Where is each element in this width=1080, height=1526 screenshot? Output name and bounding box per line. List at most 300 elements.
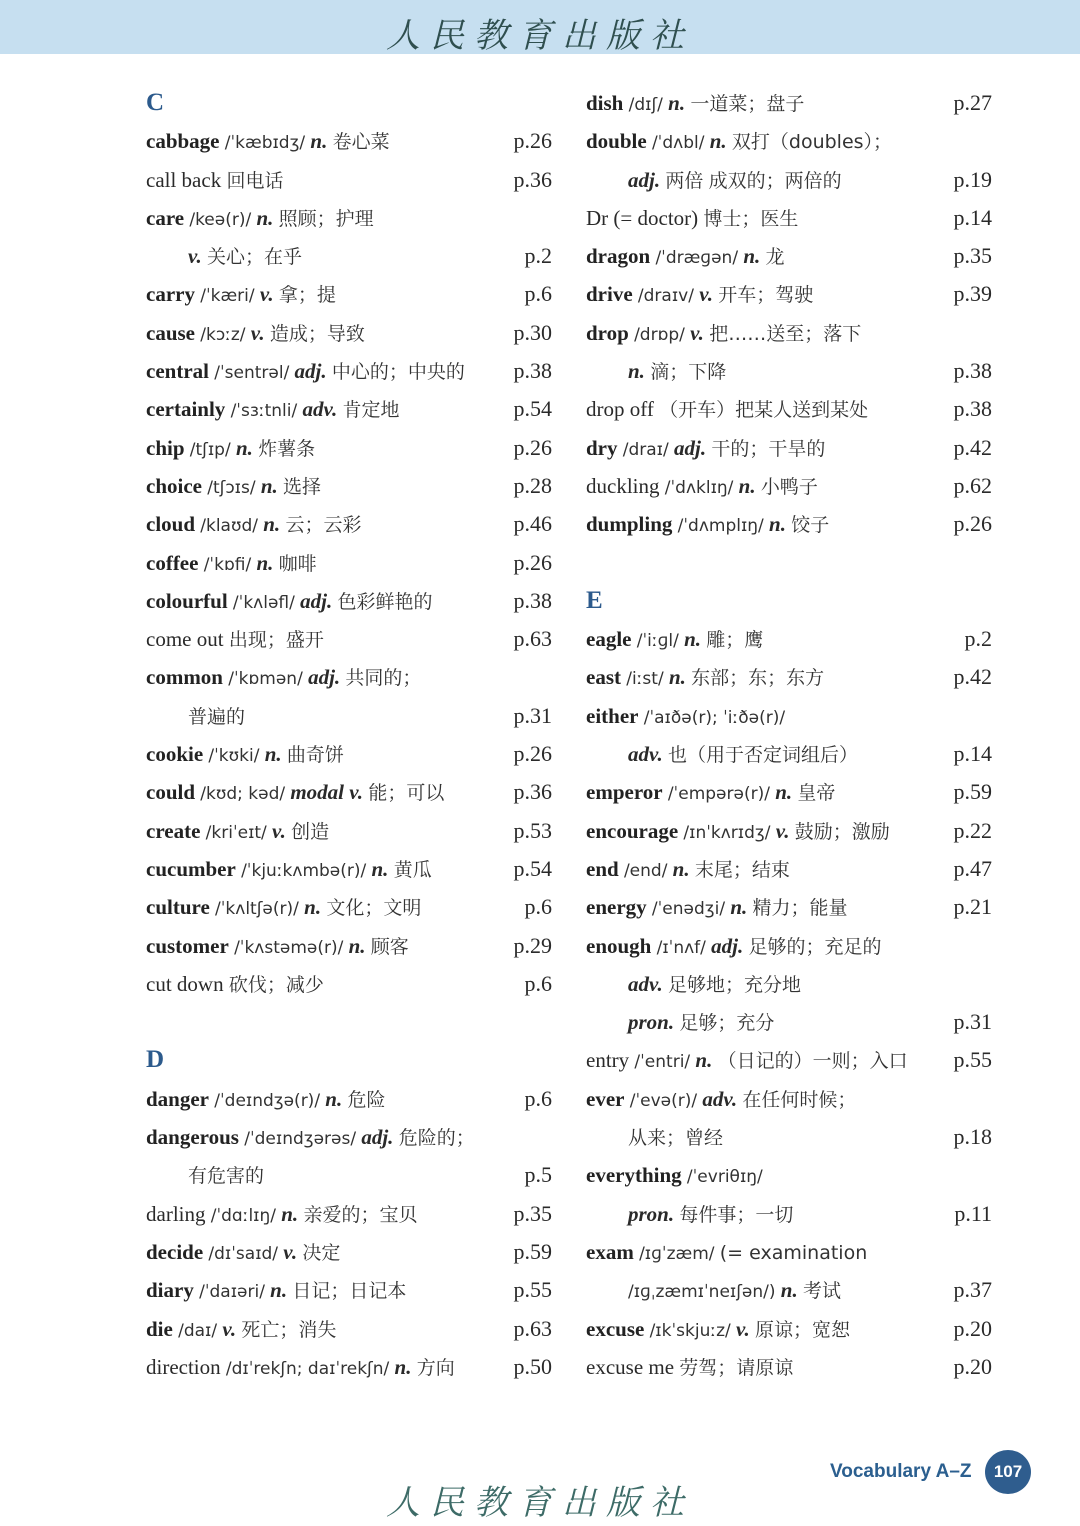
pronunciation: /kɔːz/ — [200, 324, 246, 345]
entry-text — [586, 237, 785, 277]
headword: end — [586, 856, 619, 881]
page-reference: p.29 — [513, 932, 552, 958]
entry-text — [146, 850, 432, 890]
glossary-entry — [146, 199, 552, 237]
headword: customer — [146, 933, 229, 958]
page-reference: p.38 — [513, 587, 552, 613]
glossary-entry — [146, 122, 552, 160]
headword: diary — [146, 1278, 194, 1303]
headword: coffee — [146, 550, 199, 575]
part-of-speech: n. — [304, 895, 322, 920]
page-reference: p.6 — [524, 970, 552, 996]
glossary-entry — [586, 620, 992, 658]
page-reference: p.35 — [513, 1200, 552, 1226]
glossary-entry — [586, 888, 992, 926]
headword: call back — [146, 167, 222, 192]
definition: 曲奇饼 — [286, 744, 344, 767]
pronunciation: /ˈdræɡən/ — [655, 248, 739, 269]
pronunciation: /iːst/ — [626, 669, 664, 690]
entry-text — [146, 1156, 264, 1195]
definition: 普遍的 — [188, 705, 246, 728]
part-of-speech: adj. — [673, 435, 707, 460]
part-of-speech: n. — [668, 91, 686, 115]
page-reference: p.26 — [513, 128, 552, 154]
page-reference: p.28 — [513, 472, 552, 498]
pronunciation: /ɪɡˈzæm/ — [639, 1243, 715, 1264]
headword: come out — [146, 627, 224, 652]
entry-text — [586, 314, 861, 354]
headword: direction — [146, 1354, 221, 1379]
definition: 共同的； — [345, 667, 422, 690]
pronunciation: /ˈempərə(r)/ — [667, 784, 770, 805]
page-reference: p.6 — [524, 281, 552, 307]
definition: (= examination — [719, 1241, 868, 1264]
definition: 足够；充分 — [679, 1012, 775, 1035]
definition: 鼓励；激励 — [794, 820, 890, 843]
headword: drop — [586, 320, 629, 345]
definition: 危险 — [347, 1088, 386, 1111]
section-letter-heading: E — [586, 586, 603, 614]
entry-text — [586, 1233, 867, 1273]
definition: 精力；能量 — [752, 897, 848, 920]
glossary-entry — [586, 505, 992, 543]
definition: 成双的；两倍的 — [708, 169, 842, 192]
entry-text — [586, 505, 829, 545]
definition: （开车）把某人送到某处 — [659, 399, 869, 422]
part-of-speech: n. — [256, 550, 274, 575]
definition: 日记；日记本 — [292, 1280, 407, 1303]
part-of-speech: adj. — [628, 167, 661, 192]
entry-text — [146, 1233, 340, 1273]
definition: 文化；文明 — [326, 897, 422, 920]
definition: 龙 — [765, 246, 785, 269]
glossary-entry — [586, 1348, 992, 1386]
definition: 砍伐；减少 — [228, 973, 324, 996]
pronunciation: /ˈkʌstəmə(r)/ — [234, 937, 344, 958]
definition: 双打（doubles）； — [731, 131, 893, 154]
glossary-entry — [586, 697, 992, 735]
entry-text — [146, 467, 321, 507]
glossary-entry — [146, 927, 552, 965]
pronunciation: /ˈdʌklɪŋ/ — [664, 477, 734, 498]
headword: dish — [586, 91, 624, 115]
entry-text — [586, 122, 892, 162]
entry-text — [586, 1003, 774, 1042]
page-reference: p.42 — [953, 434, 992, 460]
part-of-speech: n. — [695, 1048, 713, 1073]
definition: 造成；导致 — [269, 322, 365, 345]
pronunciation: /ˈkʌltʃə(r)/ — [215, 899, 299, 920]
glossary-entry — [586, 237, 992, 275]
pronunciation: /ˈaɪðə(r); ˈiːðə(r)/ — [643, 707, 786, 728]
part-of-speech: adj. — [308, 665, 341, 690]
page-reference: p.36 — [513, 779, 552, 805]
glossary-entry — [586, 467, 992, 505]
glossary-entry — [586, 390, 992, 428]
headword: everything — [586, 1163, 682, 1188]
entry-text — [146, 582, 432, 622]
entry-continuation — [146, 697, 552, 735]
page-reference: p.20 — [953, 1353, 992, 1379]
page-reference: p.14 — [953, 204, 992, 230]
entry-continuation — [586, 161, 992, 199]
pronunciation: /dɪˈrekʃn; daɪˈrekʃn/ — [225, 1358, 390, 1379]
part-of-speech: n. — [281, 1201, 299, 1226]
part-of-speech: n. — [668, 665, 686, 690]
headword: east — [586, 665, 621, 690]
entry-text — [586, 1310, 850, 1350]
headword: create — [146, 818, 201, 843]
pronunciation: /ɪˈnʌf/ — [656, 937, 706, 958]
headword: danger — [146, 1086, 209, 1111]
entry-text — [146, 429, 315, 469]
definition: 皇帝 — [797, 782, 836, 805]
entry-text — [146, 697, 245, 736]
headword: could — [146, 780, 196, 805]
glossary-column-left — [146, 84, 552, 1386]
glossary-entry — [586, 199, 992, 237]
page-reference: p.59 — [513, 1238, 552, 1264]
entry-text — [586, 467, 818, 507]
entry-text — [146, 658, 421, 698]
headword: certainly — [146, 397, 226, 422]
part-of-speech: v. — [349, 780, 364, 805]
page-reference: p.14 — [953, 741, 992, 767]
entry-text — [586, 275, 813, 315]
part-of-speech: n. — [235, 435, 253, 460]
glossary-entry — [146, 275, 552, 313]
pronunciation: /daɪ/ — [178, 1320, 218, 1341]
entry-text — [586, 773, 835, 813]
definition: 雕；鹰 — [706, 629, 764, 652]
pronunciation: /ˈkʌləfl/ — [232, 592, 295, 613]
headword: enough — [586, 933, 652, 958]
definition: 创造 — [291, 820, 330, 843]
section-letter-heading: C — [146, 89, 165, 116]
part-of-speech: pron. — [628, 1010, 675, 1035]
definition: 把……送至；落下 — [709, 322, 862, 345]
definition: 足够的；充足的 — [748, 935, 882, 958]
definition: 云；云彩 — [285, 514, 362, 537]
entry-text — [586, 697, 785, 737]
page-reference: p.20 — [953, 1315, 992, 1341]
definition: 东部；东；东方 — [691, 667, 825, 690]
section-label: Vocabulary A–Z — [830, 1461, 972, 1482]
headword: dangerous — [146, 1125, 239, 1150]
header-band — [0, 0, 1080, 54]
page-reference: p.11 — [954, 1200, 992, 1226]
part-of-speech: v. — [735, 1316, 750, 1341]
glossary-entry — [146, 1195, 552, 1233]
section-letter — [146, 1041, 552, 1079]
entry-text — [586, 352, 726, 391]
section-letter — [146, 84, 552, 122]
part-of-speech: adv. — [702, 1086, 738, 1111]
page-reference: p.47 — [953, 855, 992, 881]
part-of-speech: n. — [264, 742, 282, 767]
entry-text — [586, 812, 890, 852]
page-reference: p.26 — [953, 511, 992, 537]
headword: dry — [586, 435, 618, 460]
headword: cabbage — [146, 129, 220, 154]
section-letter-heading: D — [146, 1046, 165, 1074]
definition: 出现；盛开 — [228, 629, 324, 652]
glossary-entry — [146, 390, 552, 428]
headword: die — [146, 1316, 173, 1341]
glossary-entry — [586, 275, 992, 313]
glossary-entry — [146, 965, 552, 1003]
part-of-speech: v. — [222, 1316, 237, 1341]
headword: Dr (= doctor) — [586, 205, 699, 230]
headword: double — [586, 129, 647, 154]
page-reference: p.5 — [524, 1162, 552, 1188]
part-of-speech: n. — [260, 473, 278, 498]
entry-text — [146, 505, 361, 545]
entry-text — [146, 1310, 336, 1350]
page-reference: p.63 — [513, 626, 552, 652]
definition: 原谅；宽恕 — [755, 1318, 851, 1341]
definition: 顾客 — [370, 935, 409, 958]
headword: common — [146, 665, 223, 690]
page-reference: p.6 — [524, 1085, 552, 1111]
page-reference: p.55 — [953, 1047, 992, 1073]
pronunciation: /ˈsɜːtnli/ — [230, 401, 298, 422]
pronunciation: /keə(r)/ — [189, 209, 252, 230]
entry-continuation — [586, 1003, 992, 1041]
entry-text — [586, 84, 804, 124]
page-reference: p.38 — [953, 358, 992, 384]
definition: 饺子 — [791, 514, 830, 537]
page-reference: p.31 — [953, 1009, 992, 1035]
page-reference: p.59 — [953, 779, 992, 805]
headword: energy — [586, 895, 647, 920]
entry-continuation — [146, 237, 552, 275]
headword: eagle — [586, 627, 632, 652]
page-reference: p.53 — [513, 817, 552, 843]
part-of-speech: n. — [256, 205, 274, 230]
page-reference: p.63 — [513, 1315, 552, 1341]
headword: colourful — [146, 588, 228, 613]
definition: 博士；医生 — [703, 207, 799, 230]
glossary-entry — [146, 620, 552, 658]
glossary-entry — [586, 1310, 992, 1348]
definition: 劳驾；请原谅 — [679, 1356, 794, 1379]
glossary-entry — [146, 1233, 552, 1271]
entry-text — [146, 122, 390, 162]
glossary-entry — [146, 429, 552, 467]
page-reference: p.26 — [513, 741, 552, 767]
pronunciation: /ˈkɒfi/ — [203, 554, 252, 575]
entry-text — [586, 1271, 841, 1311]
pronunciation: /ˈkjuːkʌmbə(r)/ — [241, 860, 367, 881]
entry-text — [586, 735, 858, 774]
part-of-speech: modal — [290, 780, 345, 805]
page-reference: p.35 — [953, 243, 992, 269]
glossary-entry — [586, 84, 992, 122]
entry-text — [146, 390, 400, 430]
part-of-speech: n. — [743, 244, 761, 269]
entry-text — [586, 1195, 793, 1234]
entry-continuation — [586, 1118, 992, 1156]
definition: 选择 — [283, 475, 322, 498]
glossary-entry — [146, 812, 552, 850]
pronunciation: /ˈkʊki/ — [208, 746, 260, 767]
glossary-entry — [586, 1041, 992, 1079]
part-of-speech: n. — [738, 473, 756, 498]
part-of-speech: v. — [699, 282, 713, 307]
glossary-entry — [146, 352, 552, 390]
pronunciation: /draɪv/ — [637, 286, 694, 307]
entry-text — [146, 314, 365, 354]
glossary-entry — [586, 314, 992, 352]
entry-text — [146, 1271, 406, 1311]
entry-text — [586, 429, 825, 469]
entry-text — [586, 965, 801, 1004]
headword: drive — [586, 282, 633, 307]
entry-text — [586, 390, 868, 429]
headword: culture — [146, 895, 210, 920]
pronunciation: /ɪɡˌzæmɪˈneɪʃən/) — [628, 1282, 776, 1303]
glossary-entry — [146, 735, 552, 773]
pronunciation: /tʃɔɪs/ — [207, 477, 256, 498]
part-of-speech: n. — [371, 856, 389, 881]
definition: 炸薯条 — [258, 437, 316, 460]
pronunciation: /ˈkɒmən/ — [228, 669, 303, 690]
glossary-entry — [146, 888, 552, 926]
entry-continuation — [586, 1271, 992, 1309]
headword: cucumber — [146, 856, 236, 881]
pronunciation: /ˈdʌbl/ — [651, 133, 705, 154]
part-of-speech: adv. — [302, 397, 338, 422]
pronunciation: /ˈkæri/ — [200, 286, 255, 307]
entry-text — [586, 161, 842, 200]
entry-text — [586, 927, 881, 967]
definition: 危险的； — [398, 1127, 475, 1150]
pronunciation: /drɒp/ — [634, 324, 685, 345]
glossary-entry — [586, 658, 992, 696]
glossary-entry — [586, 927, 992, 965]
definition: 从来；曾经 — [628, 1127, 724, 1150]
pronunciation: /ˈiːɡl/ — [636, 631, 679, 652]
pronunciation: /draɪ/ — [622, 439, 669, 460]
definition: 能；可以 — [368, 782, 445, 805]
entry-text — [586, 1118, 723, 1157]
entry-text — [146, 1080, 386, 1120]
headword: drop off — [586, 397, 654, 422]
headword: exam — [586, 1239, 634, 1264]
page-reference: p.6 — [524, 894, 552, 920]
page-reference: p.54 — [513, 855, 552, 881]
page-number-badge: 107 — [985, 1450, 1031, 1494]
headword: cloud — [146, 512, 196, 537]
definition: 小鸭子 — [760, 475, 818, 498]
publisher-logo-footer: 人民教育出版社 — [386, 1483, 694, 1523]
definition: 足够地；充分地 — [668, 973, 802, 996]
pronunciation: /ˈdeɪndʒə(r)/ — [214, 1090, 321, 1111]
part-of-speech: n. — [709, 129, 727, 154]
entry-text — [146, 1348, 455, 1388]
definition: 色彩鲜艳的 — [337, 590, 433, 613]
entry-text — [146, 161, 283, 200]
glossary-entry — [586, 850, 992, 888]
glossary-entry — [146, 505, 552, 543]
pronunciation: /dɪˈsaɪd/ — [208, 1243, 279, 1264]
pronunciation: /ˈsentrəl/ — [214, 363, 290, 384]
publisher-logo-header: 人民教育出版社 — [386, 16, 694, 56]
glossary-entry — [146, 161, 552, 199]
part-of-speech: v. — [775, 818, 790, 843]
pronunciation: /end/ — [623, 860, 668, 881]
glossary-entry — [586, 122, 992, 160]
pronunciation: /dɪʃ/ — [628, 95, 663, 115]
definition: 在任何时候； — [742, 1088, 857, 1111]
definition: 两倍 — [665, 169, 704, 192]
definition: 肯定地 — [342, 399, 400, 422]
entry-text — [586, 199, 798, 238]
definition: 也（用于否定词组后） — [668, 744, 859, 767]
part-of-speech: v. — [188, 244, 202, 269]
part-of-speech: pron. — [628, 1201, 675, 1226]
entry-text — [146, 352, 465, 392]
entry-text — [586, 658, 824, 698]
headword: excuse — [586, 1316, 645, 1341]
glossary-entry — [586, 1156, 992, 1194]
glossary-entry — [146, 1271, 552, 1309]
pronunciation: /ˈdɑːlɪŋ/ — [210, 1205, 276, 1226]
part-of-speech: v. — [283, 1239, 298, 1264]
entry-text — [586, 1348, 793, 1387]
definition: （日记的）一则；入口 — [717, 1050, 908, 1073]
headword: decide — [146, 1239, 204, 1264]
part-of-speech: v. — [690, 320, 704, 345]
entry-text — [146, 199, 374, 239]
headword: either — [586, 703, 639, 728]
definition: 关心；在乎 — [207, 246, 303, 269]
part-of-speech: adj. — [361, 1125, 394, 1150]
entry-text — [146, 620, 324, 659]
glossary-entry — [146, 314, 552, 352]
entry-text — [586, 850, 790, 890]
glossary-entry — [146, 467, 552, 505]
page-reference: p.18 — [953, 1124, 992, 1150]
headword: central — [146, 359, 209, 384]
glossary-entry — [146, 544, 552, 582]
pronunciation: /kʊd; kəd/ — [200, 784, 286, 805]
pronunciation: /ˈevriθɪŋ/ — [686, 1167, 763, 1188]
headword: excuse me — [586, 1354, 675, 1379]
page-reference: p.2 — [524, 243, 552, 269]
part-of-speech: adv. — [628, 971, 663, 996]
entry-text — [586, 1080, 856, 1120]
entry-continuation — [586, 735, 992, 773]
glossary-entry — [146, 1080, 552, 1118]
entry-text — [146, 544, 317, 584]
entry-text — [146, 735, 344, 775]
definition: 滴；下降 — [650, 361, 727, 384]
page-reference: p.2 — [964, 626, 992, 652]
glossary-entry — [146, 1310, 552, 1348]
definition: 拿；提 — [278, 284, 336, 307]
entry-text — [146, 275, 336, 315]
glossary-entry — [146, 1118, 552, 1156]
page-reference: p.36 — [513, 166, 552, 192]
entry-text — [146, 927, 409, 967]
definition: 干的；干旱的 — [711, 437, 826, 460]
entry-text — [146, 888, 421, 928]
part-of-speech: adj. — [711, 933, 744, 958]
pronunciation: /ˈkæbɪdʒ/ — [224, 133, 306, 154]
part-of-speech: v. — [250, 320, 265, 345]
